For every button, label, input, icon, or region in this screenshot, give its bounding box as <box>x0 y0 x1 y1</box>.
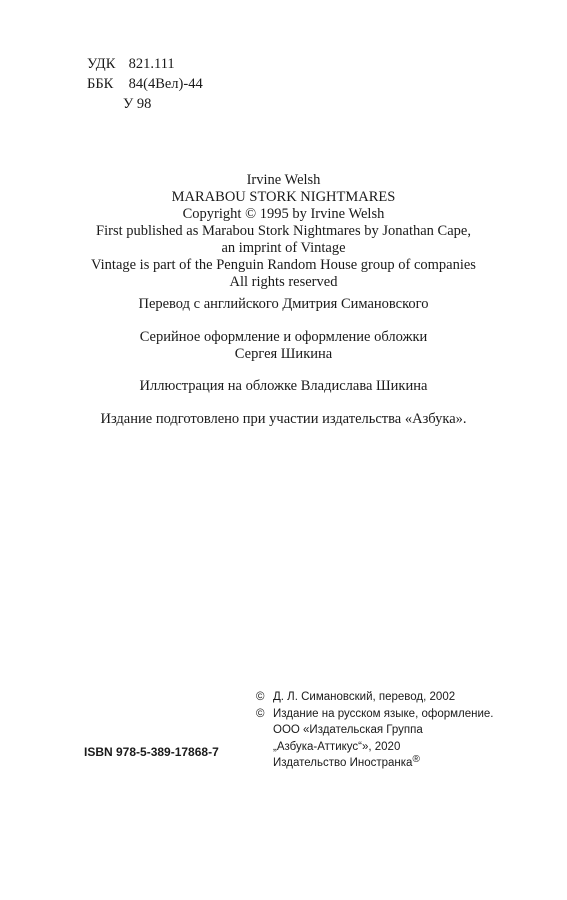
translator-line: Перевод с английского Дмитрия Симановского <box>138 296 429 312</box>
registered-mark: ® <box>412 754 420 765</box>
first-published-line: First published as Marabou Stork Nightmares by Jonathan Cape, <box>96 223 471 239</box>
rights-line: All rights reserved <box>229 274 338 290</box>
publisher-line-2: „Азбука-Аттикус“», 2020 <box>273 740 401 753</box>
design-line-2: Сергея Шикина <box>234 346 333 362</box>
imprint-line: an imprint of Vintage <box>221 240 346 256</box>
book-title: MARABOU STORK NIGHTMARES <box>171 189 396 205</box>
publisher-group-line: Vintage is part of the Penguin Random House group of companies <box>91 257 476 273</box>
russian-copyrights <box>256 689 493 772</box>
bbk-row <box>87 74 203 94</box>
copyright-symbol: © <box>256 707 265 720</box>
translation-copyright-text: Д. Л. Симановский, перевод, 2002 <box>273 691 456 703</box>
udk-row <box>87 54 203 74</box>
author-name: Irvine Welsh <box>246 172 321 188</box>
isbn: ISBN 978-5-389-17868-7 <box>84 745 219 759</box>
original-credits <box>0 172 567 291</box>
edition-note-line: Издание подготовлено при участии издательства «Азбука». <box>100 411 467 427</box>
author-mark: У 98 <box>123 96 152 112</box>
copyright-line: Copyright © 1995 by Irvine Welsh <box>182 206 385 222</box>
udk-label: УДК <box>87 56 116 72</box>
edition-note <box>0 411 567 428</box>
translator-credit <box>0 296 567 313</box>
bbk-label: ББК <box>87 76 114 92</box>
publisher-name: Издательство Иностранка <box>273 757 413 769</box>
copyright-symbol: © <box>256 691 265 703</box>
illustration-line: Иллюстрация на обложке Владислава Шикина <box>139 378 428 394</box>
edition-copyright-text: Издание на русском языке, оформление. <box>273 707 494 720</box>
classification-block <box>87 54 203 114</box>
illustration-credit <box>0 378 567 395</box>
publisher-line-3 <box>256 755 493 772</box>
translation-copyright <box>256 689 493 706</box>
udk-value: 821.111 <box>128 56 175 72</box>
publisher-line-1: ООО «Издательская Группа <box>273 724 423 736</box>
edition-copyright <box>256 706 493 723</box>
design-line-1: Серийное оформление и оформление обложки <box>139 329 428 345</box>
design-credit <box>0 329 567 363</box>
bbk-value: 84(4Вел)-44 <box>128 76 203 92</box>
